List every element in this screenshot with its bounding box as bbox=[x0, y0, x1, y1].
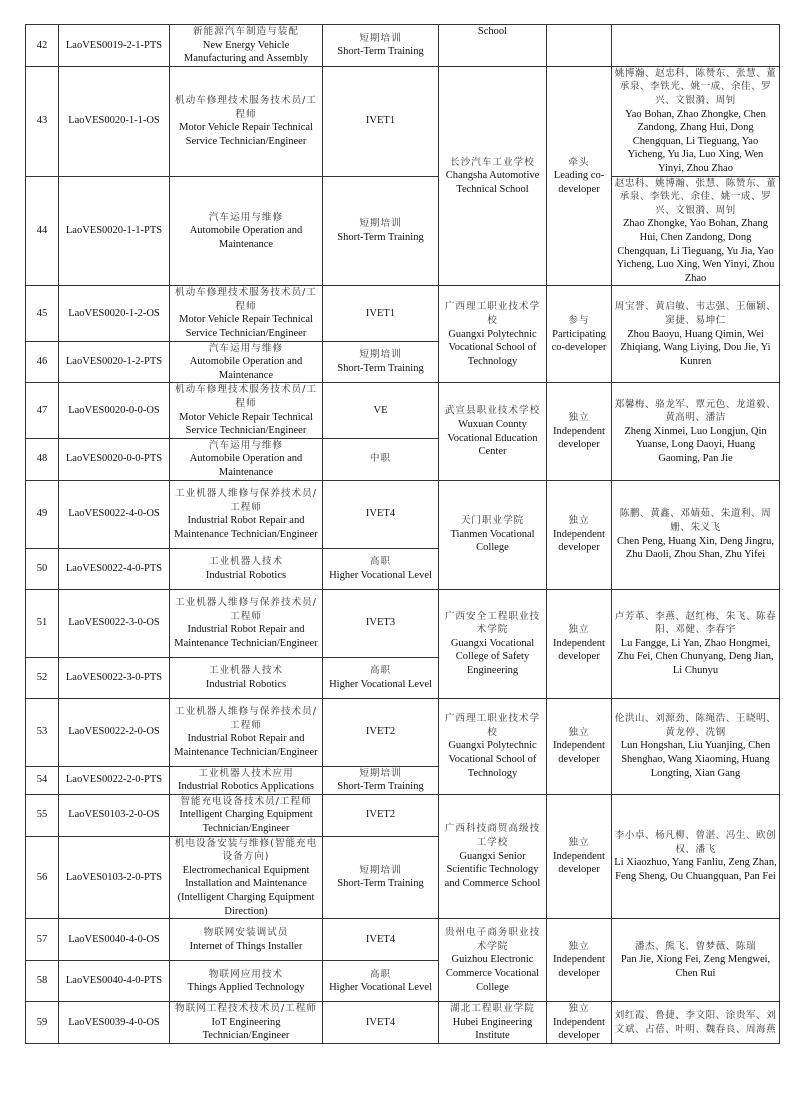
developer-names-en: Lu Fangge, Li Yan, Zhao Hongmei, Zhu Fei, Chen Chunyang, Deng Jian, Li Chunyu bbox=[617, 637, 774, 676]
level-en: VE bbox=[373, 404, 388, 416]
course-name-zh: 工业机器人技术 bbox=[208, 665, 284, 676]
level-en: Short-Term Training bbox=[337, 363, 424, 375]
course-name-cell bbox=[170, 548, 323, 589]
course-name-zh: 物联网工程技术技术员/工程师 bbox=[175, 1003, 317, 1015]
developer-names-en: Pan Jie, Xiong Fei, Zeng Mengwei, Chen Rui bbox=[620, 954, 771, 979]
course-code: LaoVES0022-3-0-PTS bbox=[59, 657, 170, 698]
course-name-zh: 工业机器人维修与保养技术员/工程师 bbox=[175, 487, 317, 513]
role-en: Independent developer bbox=[553, 740, 605, 765]
course-name-en: New Energy Vehicle Manufacturing and Assembly bbox=[183, 39, 309, 65]
role-cell bbox=[547, 698, 612, 794]
course-name-cell bbox=[170, 341, 323, 383]
table-row bbox=[26, 176, 780, 286]
developer-names-en: Zheng Xinmei, Luo Longjun, Qin Yuanse, Long Daoyi, Huang Gaoming, Pan Jie bbox=[624, 425, 767, 464]
school-name-en: Guangxi Polytechnic Vocational School of Technology bbox=[448, 740, 537, 779]
row-number: 50 bbox=[26, 548, 59, 589]
table-row bbox=[26, 286, 780, 341]
role-zh: 独立 bbox=[568, 1003, 590, 1015]
table-row bbox=[26, 66, 780, 176]
role-en: Independent developer bbox=[553, 954, 605, 979]
developer-names-en: Yao Bohan, Zhao Zhongke, Chen Zandong, Zhang Hui, Dong Chengquan, Li Tieguang, Yao Yicheng, Yu Jia, Luo Xing, Wen Yinyi, Zhou Zhao bbox=[625, 108, 766, 174]
school-name-zh: 天门职业学院 bbox=[460, 515, 525, 527]
course-code: LaoVES0019-2-1-PTS bbox=[59, 25, 170, 67]
level-cell bbox=[323, 961, 439, 1002]
course-code: LaoVES0020-1-2-OS bbox=[59, 286, 170, 341]
school-cell bbox=[439, 66, 547, 286]
developer-names-cell bbox=[612, 176, 780, 286]
row-number: 52 bbox=[26, 657, 59, 698]
course-name-en: Automobile Operation and Maintenance bbox=[189, 225, 303, 250]
course-name-en: Industrial Robot Repair and Maintenance Technician/Engineer bbox=[174, 733, 318, 758]
course-name-cell bbox=[170, 1002, 323, 1044]
course-code: LaoVES0020-0-0-OS bbox=[59, 383, 170, 438]
role-cell bbox=[547, 919, 612, 1002]
course-name-cell bbox=[170, 286, 323, 341]
table-row bbox=[26, 589, 780, 657]
school-name-zh: 贵州电子商务职业技术学院 bbox=[444, 927, 541, 952]
school-name-en: School bbox=[477, 26, 508, 37]
developer-names-cell bbox=[612, 286, 780, 383]
row-number: 58 bbox=[26, 961, 59, 1002]
role-zh: 独立 bbox=[568, 624, 590, 636]
level-en: Short-Term Training bbox=[337, 878, 424, 890]
row-number: 48 bbox=[26, 438, 59, 480]
course-code: LaoVES0022-4-0-PTS bbox=[59, 548, 170, 589]
course-code: LaoVES0022-4-0-OS bbox=[59, 480, 170, 548]
developer-names-cell bbox=[612, 794, 780, 918]
row-number: 56 bbox=[26, 836, 59, 919]
level-cell bbox=[323, 480, 439, 548]
developer-names-zh: 潘杰、熊飞、曾梦薇、陈瑞 bbox=[634, 940, 757, 952]
table-row bbox=[26, 919, 780, 961]
developer-names-zh: 卢芳革、李燕、赵红梅、朱飞、陈春阳、邓健、李春宇 bbox=[614, 610, 777, 636]
course-code: LaoVES0022-3-0-OS bbox=[59, 589, 170, 657]
role-en: Independent developer bbox=[553, 637, 605, 663]
level-zh: 短期培训 bbox=[359, 767, 402, 779]
row-number: 42 bbox=[26, 25, 59, 67]
school-cell bbox=[439, 480, 547, 589]
course-name-zh: 汽车运用与维修 bbox=[208, 211, 284, 223]
developer-names-zh: 郑馨梅、骆龙军、覃元色、龙道毅、黄高明、潘洁 bbox=[614, 398, 777, 424]
level-en: IVET2 bbox=[365, 726, 396, 738]
developer-names-en: Li Xiaozhuo, Yang Fanliu, Zeng Zhan, Feng Sheng, Ou Chuangquan, Pan Fei bbox=[614, 857, 777, 883]
role-cell bbox=[547, 794, 612, 918]
level-cell bbox=[323, 698, 439, 766]
course-name-en: Industrial Robot Repair and Maintenance Technician/Engineer bbox=[174, 624, 318, 649]
level-en: Higher Vocational Level bbox=[329, 678, 432, 690]
school-name-zh: 广西理工职业技术学校 bbox=[444, 301, 541, 326]
course-name-cell bbox=[170, 836, 323, 919]
developer-names-en: Lun Hongshan, Liu Yuanjing, Chen Shenghao, Wang Xiaoming, Huang Longting, Xian Gang bbox=[620, 740, 771, 779]
row-number: 49 bbox=[26, 480, 59, 548]
course-code: LaoVES0040-4-0-OS bbox=[59, 919, 170, 961]
course-name-cell bbox=[170, 66, 323, 176]
developer-names-zh: 刘红霞、鲁捷、李文阳、涂贵军、刘文斌、占蓓、叶明、魏春良、周海燕 bbox=[614, 1009, 777, 1035]
school-name-en: Hubei Engineering Institute bbox=[452, 1016, 533, 1042]
course-name-zh: 工业机器人技术 bbox=[208, 556, 284, 567]
course-name-zh: 工业机器人维修与保养技术员/工程师 bbox=[175, 596, 317, 622]
developer-names-cell bbox=[612, 66, 780, 176]
role-cell bbox=[547, 383, 612, 480]
course-name-cell bbox=[170, 480, 323, 548]
course-name-zh: 汽车运用与维修 bbox=[208, 342, 284, 354]
level-cell bbox=[323, 383, 439, 438]
level-cell bbox=[323, 589, 439, 657]
role-cell bbox=[547, 589, 612, 698]
course-name-cell bbox=[170, 698, 323, 766]
developer-names-cell bbox=[612, 589, 780, 698]
role-en: Participating co-developer bbox=[551, 328, 607, 354]
school-name-en: Guangxi Senior Scientific Technology and Commerce School bbox=[444, 850, 541, 889]
level-zh: 短期培训 bbox=[359, 32, 402, 44]
level-zh: 高职 bbox=[369, 968, 392, 980]
course-code: LaoVES0020-0-0-PTS bbox=[59, 438, 170, 480]
course-name-en: Industrial Robotics bbox=[205, 678, 287, 690]
course-code: LaoVES0103-2-0-PTS bbox=[59, 836, 170, 919]
role-zh: 参与 bbox=[568, 314, 590, 326]
level-cell bbox=[323, 657, 439, 698]
course-name-cell bbox=[170, 919, 323, 961]
role-cell bbox=[547, 480, 612, 589]
course-code: LaoVES0039-4-0-OS bbox=[59, 1002, 170, 1044]
school-cell bbox=[439, 698, 547, 794]
level-en: Higher Vocational Level bbox=[329, 569, 432, 581]
level-en: IVET1 bbox=[365, 307, 396, 319]
course-name-cell bbox=[170, 383, 323, 438]
course-name-en: Industrial Robot Repair and Maintenance Technician/Engineer bbox=[174, 515, 318, 540]
course-name-zh: 机电设备安装与维修(智能充电设备方向) bbox=[174, 837, 318, 863]
level-en: IVET2 bbox=[365, 809, 396, 821]
role-en: Independent developer bbox=[553, 425, 605, 451]
course-name-en: Motor Vehicle Repair Technical Service Technician/Engineer bbox=[179, 122, 313, 147]
course-name-en: Intelligent Charging Equipment Technician/Engineer bbox=[179, 809, 313, 834]
level-cell bbox=[323, 766, 439, 794]
school-name-zh: 武宣县职业技术学校 bbox=[444, 405, 541, 417]
developer-names-en: Chen Peng, Huang Xin, Deng Jingru, Zhu Daoli, Zhou Shan, Zhu Yifei bbox=[617, 535, 774, 561]
level-en: IVET4 bbox=[365, 1016, 396, 1028]
school-name-en: Wuxuan County Vocational Education Center bbox=[447, 418, 538, 458]
row-number: 45 bbox=[26, 286, 59, 341]
level-cell bbox=[323, 438, 439, 480]
developer-names-zh: 伦洪山、刘源劲、陈绳浩、王晓明、黄龙停、冼钢 bbox=[614, 713, 777, 738]
level-cell bbox=[323, 548, 439, 589]
school-cell bbox=[439, 25, 547, 67]
developer-names-cell bbox=[612, 698, 780, 794]
course-code: LaoVES0022-2-0-PTS bbox=[59, 766, 170, 794]
level-en: Short-Term Training bbox=[337, 46, 424, 58]
developer-names-zh: 赵忠科、姚博瀚、张慧、陈赞东、董承泉、李铁光、余佳、姚一成、罗兴、文银漪、周钊 bbox=[614, 177, 777, 216]
role-zh: 独立 bbox=[568, 837, 590, 849]
course-name-zh: 物联网应用技术 bbox=[208, 968, 284, 980]
course-name-cell bbox=[170, 25, 323, 67]
table-row bbox=[26, 25, 780, 67]
course-name-en: IoT Engineering Technician/Engineer bbox=[202, 1016, 290, 1042]
level-zh: 高职 bbox=[369, 665, 392, 676]
role-cell bbox=[547, 66, 612, 286]
row-number: 53 bbox=[26, 698, 59, 766]
row-number: 51 bbox=[26, 589, 59, 657]
level-cell bbox=[323, 25, 439, 67]
course-name-en: Automobile Operation and Maintenance bbox=[189, 453, 303, 478]
level-zh: 短期培训 bbox=[359, 864, 402, 876]
school-name-en: Guizhou Electronic Commerce Vocational College bbox=[445, 954, 540, 993]
row-number: 57 bbox=[26, 919, 59, 961]
course-name-cell bbox=[170, 438, 323, 480]
course-name-en: Automobile Operation and Maintenance bbox=[189, 356, 303, 381]
course-code: LaoVES0022-2-0-OS bbox=[59, 698, 170, 766]
level-cell bbox=[323, 794, 439, 836]
course-name-en: Things Applied Technology bbox=[187, 982, 305, 994]
role-zh: 牵头 bbox=[568, 156, 590, 168]
row-number: 54 bbox=[26, 766, 59, 794]
course-name-cell bbox=[170, 766, 323, 794]
school-name-zh: 广西安全工程职业技术学院 bbox=[444, 610, 541, 636]
level-cell bbox=[323, 836, 439, 919]
course-name-cell bbox=[170, 589, 323, 657]
course-name-cell bbox=[170, 961, 323, 1002]
role-en: Independent developer bbox=[553, 528, 605, 554]
level-cell bbox=[323, 66, 439, 176]
role-cell bbox=[547, 286, 612, 383]
course-code: LaoVES0020-1-1-PTS bbox=[59, 176, 170, 286]
level-en: Short-Term Training bbox=[337, 231, 424, 243]
course-name-zh: 智能充电设备技术员/工程师 bbox=[180, 795, 312, 807]
level-en: Short-Term Training bbox=[337, 781, 424, 793]
level-en: IVET3 bbox=[365, 617, 396, 629]
developer-names-zh: 周宝誉、黄启敏、韦志强、王俪颖、窦捷、易坤仁 bbox=[614, 301, 777, 326]
developer-names-en: Zhao Zhongke, Yao Bohan, Zhang Hui, Chen Zandong, Dong Chengquan, Li Tieguang, Yu Jia, Yao Yicheng, Luo Xing, Wen Yinyi, Zhou Zhao bbox=[616, 218, 775, 284]
course-code: LaoVES0040-4-0-PTS bbox=[59, 961, 170, 1002]
developer-names-cell bbox=[612, 25, 780, 67]
developer-names-en: Zhou Baoyu, Huang Qimin, Wei Zhiqiang, Wang Liying, Dou Jie, Yi Kunren bbox=[620, 328, 771, 367]
school-name-en: Guangxi Polytechnic Vocational School of Technology bbox=[448, 328, 537, 367]
row-number: 59 bbox=[26, 1002, 59, 1044]
developer-names-cell bbox=[612, 480, 780, 589]
level-cell bbox=[323, 341, 439, 383]
school-name-en: Tianmen Vocational College bbox=[450, 528, 535, 554]
role-zh: 独立 bbox=[568, 726, 590, 738]
role-en: Independent developer bbox=[553, 1016, 605, 1042]
table-row bbox=[26, 794, 780, 836]
school-cell bbox=[439, 383, 547, 480]
developer-names-zh: 李小卓、杨凡柳、曾湛、冯生、欧创权、潘飞 bbox=[614, 830, 777, 855]
developer-names-cell bbox=[612, 383, 780, 480]
school-name-zh: 广西科技商贸高级技工学校 bbox=[444, 823, 541, 849]
row-number: 47 bbox=[26, 383, 59, 438]
developer-names-zh: 陈鹏、黄鑫、邓婧茹、朱道利、周姗、朱义飞 bbox=[619, 508, 772, 533]
table-row bbox=[26, 480, 780, 548]
level-en: IVET4 bbox=[365, 508, 396, 520]
partner-table bbox=[25, 24, 780, 1044]
role-zh: 独立 bbox=[568, 412, 590, 424]
role-en: Independent developer bbox=[553, 850, 605, 876]
role-cell bbox=[547, 1002, 612, 1044]
role-zh: 独立 bbox=[568, 940, 590, 952]
table-row bbox=[26, 383, 780, 438]
level-zh: 高职 bbox=[369, 556, 392, 567]
course-name-zh: 物联网安装调试员 bbox=[203, 927, 289, 939]
role-zh: 独立 bbox=[568, 515, 590, 527]
school-cell bbox=[439, 919, 547, 1002]
level-cell bbox=[323, 286, 439, 341]
school-name-en: Guangxi Vocational College of Safety Engineering bbox=[450, 637, 535, 676]
level-cell bbox=[323, 176, 439, 286]
developer-names-zh: 姚博瀚、赵忠科、陈赞东、张慧、董承泉、李铁光、姚一成、余佳、罗兴、文银漪、周钊 bbox=[614, 67, 777, 106]
role-en: Leading co-developer bbox=[553, 170, 605, 195]
course-name-zh: 汽车运用与维修 bbox=[208, 439, 284, 451]
school-cell bbox=[439, 286, 547, 383]
school-name-zh: 湖北工程职业学院 bbox=[450, 1003, 535, 1015]
course-name-zh: 工业机器人技术应用 bbox=[198, 767, 294, 779]
row-number: 46 bbox=[26, 341, 59, 383]
row-number: 43 bbox=[26, 66, 59, 176]
school-cell bbox=[439, 589, 547, 698]
level-en: IVET4 bbox=[365, 933, 396, 945]
level-cell bbox=[323, 1002, 439, 1044]
level-zh: 短期培训 bbox=[359, 218, 402, 230]
course-name-en: Motor Vehicle Repair Technical Service Technician/Engineer bbox=[179, 411, 313, 437]
table-row bbox=[26, 698, 780, 766]
school-cell bbox=[439, 794, 547, 918]
level-cell bbox=[323, 919, 439, 961]
developer-names-cell bbox=[612, 1002, 780, 1044]
course-name-zh: 机动车修理技术服务技术员/工程师 bbox=[175, 94, 317, 120]
school-name-en: Changsha Automotive Technical School bbox=[445, 170, 540, 195]
level-zh: 短期培训 bbox=[359, 349, 402, 361]
course-name-en: Industrial Robotics Applications bbox=[178, 781, 314, 793]
course-name-en: Industrial Robotics bbox=[205, 569, 287, 581]
school-name-zh: 广西理工职业技术学校 bbox=[444, 713, 541, 738]
course-name-en: Internet of Things Installer bbox=[189, 940, 303, 952]
course-code: LaoVES0020-1-2-PTS bbox=[59, 341, 170, 383]
course-name-zh: 机动车修理技术服务技术员/工程师 bbox=[175, 287, 317, 312]
course-name-zh: 工业机器人维修与保养技术员/工程师 bbox=[175, 705, 317, 731]
school-cell bbox=[439, 1002, 547, 1044]
course-name-en: Motor Vehicle Repair Technical Service Technician/Engineer bbox=[179, 314, 313, 340]
level-zh: 中职 bbox=[369, 453, 392, 465]
level-en: IVET1 bbox=[365, 115, 396, 127]
school-name-zh: 长沙汽车工业学校 bbox=[450, 156, 535, 168]
row-number: 55 bbox=[26, 794, 59, 836]
course-code: LaoVES0020-1-1-OS bbox=[59, 66, 170, 176]
role-cell bbox=[547, 25, 612, 67]
course-name-en: Electromechanical Equipment Installation and Maintenance (Intelligent Charging Equipment Direction) bbox=[177, 864, 315, 917]
table-row bbox=[26, 1002, 780, 1044]
level-en: Higher Vocational Level bbox=[329, 982, 432, 994]
row-number: 44 bbox=[26, 176, 59, 286]
course-code: LaoVES0103-2-0-OS bbox=[59, 794, 170, 836]
course-name-cell bbox=[170, 657, 323, 698]
course-name-zh: 新能源汽车制造与装配 bbox=[193, 26, 299, 37]
course-name-cell bbox=[170, 176, 323, 286]
course-name-cell bbox=[170, 794, 323, 836]
developer-names-cell bbox=[612, 919, 780, 1002]
course-name-zh: 机动车修理技术服务技术员/工程师 bbox=[175, 384, 317, 410]
